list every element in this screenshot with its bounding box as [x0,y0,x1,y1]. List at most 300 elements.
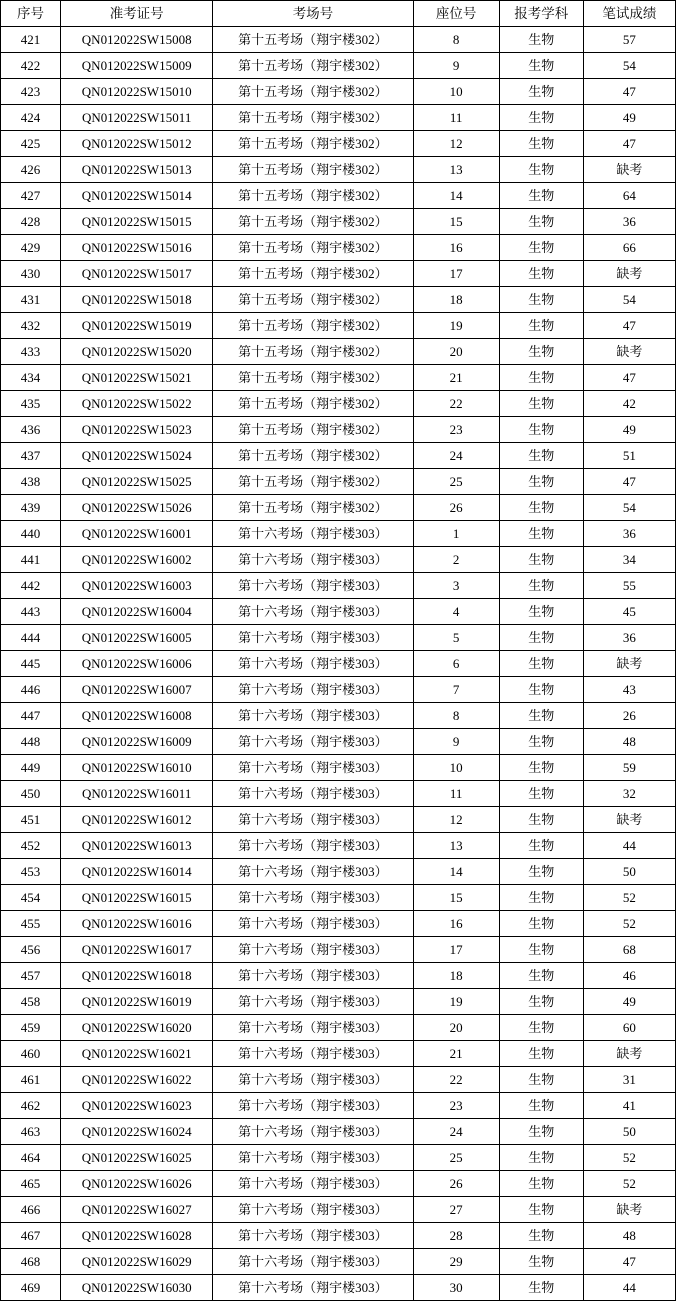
cell-subject: 生物 [499,1145,583,1171]
cell-score: 缺考 [583,807,675,833]
cell-score: 54 [583,495,675,521]
cell-room: 第十五考场（翔宇楼302） [213,443,413,469]
cell-subject: 生物 [499,833,583,859]
cell-room: 第十五考场（翔宇楼302） [213,313,413,339]
cell-seat: 29 [413,1249,499,1275]
cell-score: 49 [583,989,675,1015]
cell-ticket: QN012022SW15021 [61,365,213,391]
table-row [1,287,676,313]
cell-seat: 23 [413,417,499,443]
cell-ticket: QN012022SW16025 [61,1145,213,1171]
cell-seq: 433 [1,339,61,365]
cell-seq: 464 [1,1145,61,1171]
cell-score: 缺考 [583,339,675,365]
cell-seq: 425 [1,131,61,157]
cell-ticket: QN012022SW15022 [61,391,213,417]
cell-seq: 451 [1,807,61,833]
cell-room: 第十五考场（翔宇楼302） [213,391,413,417]
cell-score: 66 [583,235,675,261]
cell-score: 47 [583,365,675,391]
cell-room: 第十五考场（翔宇楼302） [213,339,413,365]
cell-seat: 27 [413,1197,499,1223]
column-header-seat: 座位号 [413,1,499,27]
cell-score: 52 [583,911,675,937]
table-row [1,1145,676,1171]
table-row [1,53,676,79]
cell-subject: 生物 [499,1275,583,1301]
cell-score: 46 [583,963,675,989]
cell-subject: 生物 [499,183,583,209]
cell-score: 缺考 [583,1197,675,1223]
table-row [1,599,676,625]
cell-ticket: QN012022SW16001 [61,521,213,547]
cell-score: 44 [583,833,675,859]
cell-ticket: QN012022SW15011 [61,105,213,131]
table-row [1,807,676,833]
cell-ticket: QN012022SW15019 [61,313,213,339]
cell-seq: 460 [1,1041,61,1067]
cell-seq: 434 [1,365,61,391]
cell-seq: 444 [1,625,61,651]
cell-ticket: QN012022SW16005 [61,625,213,651]
table-row [1,729,676,755]
cell-seat: 16 [413,911,499,937]
cell-ticket: QN012022SW16015 [61,885,213,911]
cell-seq: 469 [1,1275,61,1301]
cell-seq: 463 [1,1119,61,1145]
table-row [1,235,676,261]
cell-subject: 生物 [499,1223,583,1249]
cell-seq: 461 [1,1067,61,1093]
cell-room: 第十六考场（翔宇楼303） [213,885,413,911]
cell-subject: 生物 [499,781,583,807]
cell-room: 第十六考场（翔宇楼303） [213,911,413,937]
table-row [1,885,676,911]
cell-room: 第十六考场（翔宇楼303） [213,521,413,547]
cell-subject: 生物 [499,235,583,261]
cell-score: 32 [583,781,675,807]
cell-seat: 22 [413,1067,499,1093]
cell-score: 49 [583,105,675,131]
cell-score: 31 [583,1067,675,1093]
cell-subject: 生物 [499,391,583,417]
cell-seq: 442 [1,573,61,599]
cell-room: 第十五考场（翔宇楼302） [213,365,413,391]
cell-seq: 456 [1,937,61,963]
cell-seq: 432 [1,313,61,339]
cell-score: 64 [583,183,675,209]
cell-seat: 2 [413,547,499,573]
cell-ticket: QN012022SW15015 [61,209,213,235]
cell-ticket: QN012022SW15013 [61,157,213,183]
cell-seat: 26 [413,1171,499,1197]
cell-seq: 421 [1,27,61,53]
table-row [1,1197,676,1223]
table-row [1,79,676,105]
cell-ticket: QN012022SW16026 [61,1171,213,1197]
cell-room: 第十五考场（翔宇楼302） [213,495,413,521]
cell-ticket: QN012022SW15026 [61,495,213,521]
cell-seq: 450 [1,781,61,807]
table-row [1,625,676,651]
table-row [1,27,676,53]
cell-subject: 生物 [499,1015,583,1041]
cell-seat: 11 [413,781,499,807]
cell-seat: 23 [413,1093,499,1119]
cell-room: 第十五考场（翔宇楼302） [213,105,413,131]
cell-ticket: QN012022SW16014 [61,859,213,885]
cell-seat: 1 [413,521,499,547]
cell-seq: 441 [1,547,61,573]
cell-room: 第十六考场（翔宇楼303） [213,859,413,885]
table-row [1,1093,676,1119]
cell-seq: 448 [1,729,61,755]
cell-subject: 生物 [499,1093,583,1119]
cell-subject: 生物 [499,755,583,781]
table-header [1,1,676,27]
cell-score: 52 [583,1145,675,1171]
cell-seq: 430 [1,261,61,287]
cell-room: 第十五考场（翔宇楼302） [213,27,413,53]
cell-subject: 生物 [499,157,583,183]
cell-ticket: QN012022SW16009 [61,729,213,755]
cell-subject: 生物 [499,573,583,599]
table-row [1,755,676,781]
cell-seq: 455 [1,911,61,937]
cell-seat: 25 [413,469,499,495]
cell-subject: 生物 [499,417,583,443]
cell-ticket: QN012022SW16012 [61,807,213,833]
cell-ticket: QN012022SW16028 [61,1223,213,1249]
cell-room: 第十六考场（翔宇楼303） [213,1015,413,1041]
cell-score: 52 [583,885,675,911]
table-row [1,443,676,469]
table-row [1,963,676,989]
cell-seq: 443 [1,599,61,625]
table-row [1,1119,676,1145]
cell-score: 缺考 [583,651,675,677]
cell-subject: 生物 [499,1041,583,1067]
cell-room: 第十五考场（翔宇楼302） [213,209,413,235]
cell-seq: 446 [1,677,61,703]
cell-room: 第十六考场（翔宇楼303） [213,1119,413,1145]
cell-score: 45 [583,599,675,625]
cell-score: 36 [583,521,675,547]
table-row [1,677,676,703]
cell-seat: 24 [413,443,499,469]
cell-score: 缺考 [583,261,675,287]
cell-seat: 7 [413,677,499,703]
cell-seat: 13 [413,833,499,859]
cell-room: 第十六考场（翔宇楼303） [213,963,413,989]
cell-subject: 生物 [499,651,583,677]
cell-seat: 14 [413,183,499,209]
cell-room: 第十六考场（翔宇楼303） [213,755,413,781]
cell-room: 第十六考场（翔宇楼303） [213,937,413,963]
cell-seq: 453 [1,859,61,885]
table-row [1,1015,676,1041]
cell-seat: 25 [413,1145,499,1171]
cell-ticket: QN012022SW15012 [61,131,213,157]
cell-score: 47 [583,313,675,339]
cell-ticket: QN012022SW16030 [61,1275,213,1301]
cell-subject: 生物 [499,625,583,651]
cell-room: 第十六考场（翔宇楼303） [213,1093,413,1119]
table-row [1,651,676,677]
cell-room: 第十六考场（翔宇楼303） [213,833,413,859]
cell-room: 第十六考场（翔宇楼303） [213,677,413,703]
cell-room: 第十六考场（翔宇楼303） [213,1275,413,1301]
table-row [1,313,676,339]
cell-seq: 426 [1,157,61,183]
cell-subject: 生物 [499,79,583,105]
cell-score: 34 [583,547,675,573]
column-header-subject: 报考学科 [499,1,583,27]
cell-room: 第十五考场（翔宇楼302） [213,79,413,105]
cell-ticket: QN012022SW16021 [61,1041,213,1067]
cell-score: 47 [583,131,675,157]
cell-room: 第十五考场（翔宇楼302） [213,183,413,209]
cell-room: 第十五考场（翔宇楼302） [213,157,413,183]
cell-seq: 452 [1,833,61,859]
cell-room: 第十六考场（翔宇楼303） [213,989,413,1015]
table-row [1,1275,676,1301]
cell-score: 43 [583,677,675,703]
table-row [1,261,676,287]
cell-score: 49 [583,417,675,443]
table-row [1,521,676,547]
cell-score: 41 [583,1093,675,1119]
cell-room: 第十六考场（翔宇楼303） [213,1197,413,1223]
cell-room: 第十六考场（翔宇楼303） [213,547,413,573]
cell-subject: 生物 [499,27,583,53]
cell-subject: 生物 [499,1249,583,1275]
cell-seq: 423 [1,79,61,105]
cell-seat: 12 [413,807,499,833]
table-row [1,1067,676,1093]
cell-seq: 437 [1,443,61,469]
cell-subject: 生物 [499,989,583,1015]
cell-subject: 生物 [499,287,583,313]
table-row [1,183,676,209]
cell-score: 47 [583,469,675,495]
table-row [1,859,676,885]
cell-room: 第十六考场（翔宇楼303） [213,573,413,599]
cell-subject: 生物 [499,1197,583,1223]
cell-ticket: QN012022SW15008 [61,27,213,53]
cell-subject: 生物 [499,703,583,729]
cell-seat: 26 [413,495,499,521]
table-row [1,703,676,729]
cell-seat: 17 [413,937,499,963]
cell-room: 第十六考场（翔宇楼303） [213,1041,413,1067]
cell-ticket: QN012022SW16019 [61,989,213,1015]
cell-room: 第十六考场（翔宇楼303） [213,599,413,625]
cell-subject: 生物 [499,1067,583,1093]
cell-score: 50 [583,859,675,885]
cell-ticket: QN012022SW15025 [61,469,213,495]
cell-ticket: QN012022SW15016 [61,235,213,261]
cell-score: 51 [583,443,675,469]
cell-score: 36 [583,625,675,651]
cell-room: 第十五考场（翔宇楼302） [213,53,413,79]
cell-seq: 429 [1,235,61,261]
table-row [1,1223,676,1249]
cell-seat: 19 [413,989,499,1015]
cell-score: 54 [583,53,675,79]
table-row [1,989,676,1015]
cell-score: 缺考 [583,1041,675,1067]
cell-seat: 21 [413,365,499,391]
cell-ticket: QN012022SW16002 [61,547,213,573]
column-header-seq: 序号 [1,1,61,27]
table-row [1,339,676,365]
cell-seq: 428 [1,209,61,235]
cell-score: 48 [583,729,675,755]
cell-room: 第十五考场（翔宇楼302） [213,235,413,261]
cell-ticket: QN012022SW16006 [61,651,213,677]
cell-seq: 457 [1,963,61,989]
cell-seat: 22 [413,391,499,417]
cell-seq: 436 [1,417,61,443]
cell-subject: 生物 [499,677,583,703]
cell-room: 第十五考场（翔宇楼302） [213,469,413,495]
cell-seq: 445 [1,651,61,677]
cell-seat: 18 [413,963,499,989]
cell-subject: 生物 [499,469,583,495]
cell-seq: 438 [1,469,61,495]
cell-room: 第十六考场（翔宇楼303） [213,1145,413,1171]
cell-score: 47 [583,79,675,105]
table-row [1,365,676,391]
cell-subject: 生物 [499,209,583,235]
cell-ticket: QN012022SW15018 [61,287,213,313]
cell-seq: 427 [1,183,61,209]
cell-room: 第十六考场（翔宇楼303） [213,625,413,651]
table-row [1,105,676,131]
cell-ticket: QN012022SW16008 [61,703,213,729]
cell-score: 26 [583,703,675,729]
cell-ticket: QN012022SW16029 [61,1249,213,1275]
table-row [1,573,676,599]
table-row [1,391,676,417]
cell-ticket: QN012022SW16007 [61,677,213,703]
table-row [1,157,676,183]
table-row [1,1041,676,1067]
cell-seq: 431 [1,287,61,313]
cell-room: 第十六考场（翔宇楼303） [213,1171,413,1197]
cell-seq: 458 [1,989,61,1015]
cell-ticket: QN012022SW16016 [61,911,213,937]
cell-ticket: QN012022SW16010 [61,755,213,781]
cell-ticket: QN012022SW15017 [61,261,213,287]
cell-ticket: QN012022SW16022 [61,1067,213,1093]
cell-ticket: QN012022SW15010 [61,79,213,105]
cell-subject: 生物 [499,859,583,885]
cell-seq: 467 [1,1223,61,1249]
cell-subject: 生物 [499,261,583,287]
table-row [1,495,676,521]
cell-seat: 17 [413,261,499,287]
cell-room: 第十六考场（翔宇楼303） [213,703,413,729]
table-row [1,833,676,859]
cell-score: 60 [583,1015,675,1041]
cell-subject: 生物 [499,937,583,963]
cell-seq: 449 [1,755,61,781]
cell-subject: 生物 [499,339,583,365]
cell-seq: 466 [1,1197,61,1223]
cell-seat: 9 [413,53,499,79]
cell-seat: 10 [413,755,499,781]
cell-ticket: QN012022SW16017 [61,937,213,963]
cell-score: 68 [583,937,675,963]
cell-room: 第十五考场（翔宇楼302） [213,131,413,157]
cell-seat: 3 [413,573,499,599]
cell-score: 54 [583,287,675,313]
cell-seat: 13 [413,157,499,183]
cell-score: 48 [583,1223,675,1249]
cell-seat: 4 [413,599,499,625]
cell-seat: 8 [413,27,499,53]
cell-score: 52 [583,1171,675,1197]
cell-room: 第十六考场（翔宇楼303） [213,1249,413,1275]
cell-ticket: QN012022SW16003 [61,573,213,599]
cell-ticket: QN012022SW15009 [61,53,213,79]
cell-score: 50 [583,1119,675,1145]
table-header-row [1,1,676,27]
cell-subject: 生物 [499,521,583,547]
column-header-ticket: 准考证号 [61,1,213,27]
cell-seat: 11 [413,105,499,131]
cell-ticket: QN012022SW16023 [61,1093,213,1119]
table-row [1,131,676,157]
cell-subject: 生物 [499,885,583,911]
cell-seat: 16 [413,235,499,261]
cell-seat: 6 [413,651,499,677]
cell-subject: 生物 [499,443,583,469]
cell-room: 第十六考场（翔宇楼303） [213,781,413,807]
column-header-room: 考场号 [213,1,413,27]
cell-seq: 439 [1,495,61,521]
cell-score: 47 [583,1249,675,1275]
cell-seat: 19 [413,313,499,339]
cell-seat: 15 [413,885,499,911]
cell-score: 42 [583,391,675,417]
cell-seat: 21 [413,1041,499,1067]
cell-ticket: QN012022SW16004 [61,599,213,625]
cell-seat: 15 [413,209,499,235]
cell-subject: 生物 [499,365,583,391]
cell-seat: 24 [413,1119,499,1145]
table-row [1,1171,676,1197]
cell-subject: 生物 [499,1119,583,1145]
cell-seq: 422 [1,53,61,79]
cell-room: 第十六考场（翔宇楼303） [213,651,413,677]
cell-seat: 20 [413,339,499,365]
table-row [1,1249,676,1275]
cell-room: 第十六考场（翔宇楼303） [213,1223,413,1249]
cell-ticket: QN012022SW16020 [61,1015,213,1041]
cell-room: 第十五考场（翔宇楼302） [213,261,413,287]
cell-room: 第十六考场（翔宇楼303） [213,1067,413,1093]
cell-seq: 459 [1,1015,61,1041]
cell-ticket: QN012022SW15024 [61,443,213,469]
cell-seat: 12 [413,131,499,157]
cell-seat: 5 [413,625,499,651]
cell-ticket: QN012022SW15020 [61,339,213,365]
cell-ticket: QN012022SW15023 [61,417,213,443]
cell-subject: 生物 [499,547,583,573]
